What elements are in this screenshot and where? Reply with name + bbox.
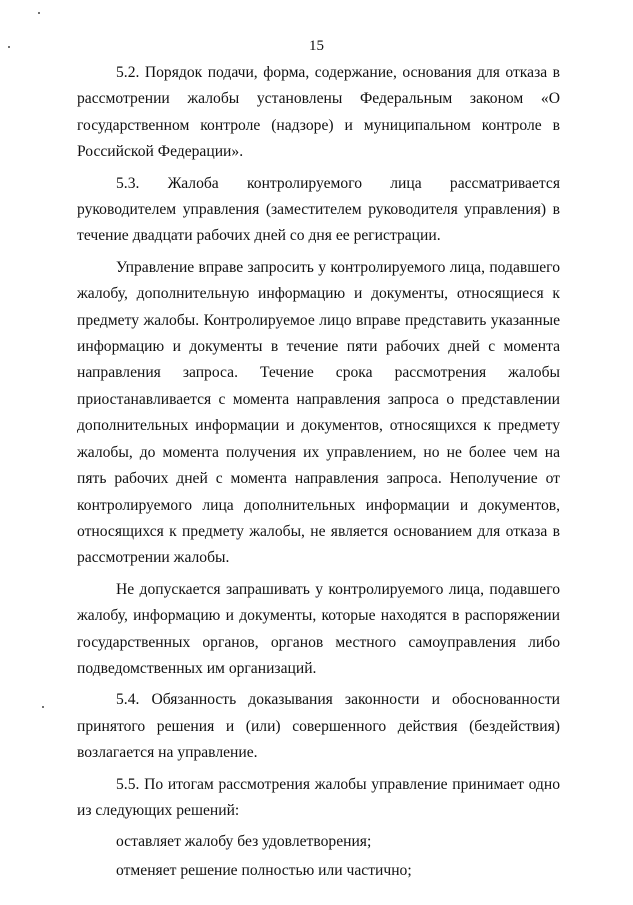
page-number: 15: [309, 38, 324, 54]
scan-speck: [38, 12, 40, 14]
decision-item-1: оставляет жалобу без удовлетворения;: [116, 833, 372, 851]
paragraph-5-5: 5.5. По итогам рассмотрения жалобы управление принимает одно из следующих решений:: [77, 775, 560, 819]
paragraph-5-3: 5.3. Жалоба контролируемого лица рассматривается руководителем управления (заместителем руководителя управления) в течение двадцати рабочих дней со дня ее регистрации.: [77, 174, 560, 245]
paragraph-request-info: Управление вправе запросить у контролируемого лица, подавшего жалобу, дополнительную информацию и документы, относящиеся к предмету жалобы. Контролируемое лицо вправе представить указанные информацию и документы в течение пяти рабочих дней с момента направления запроса. Течение срока рассмотрения жалобы приостанавливается с момента направления запроса о представлении дополнительных информации и документов, относящихся к предмету жалобы, до момента получения их управлением, но не более чем на пять рабочих дней с момента направления запроса. Неполучение от контролируемого лица дополнительных информации и документов, относящихся к предмету жалобы, не является основанием для отказа в рассмотрении жалобы.: [77, 258, 560, 567]
document-body: [77, 60, 560, 886]
paragraph-not-allowed: Не допускается запрашивать у контролируемого лица, подавшего жалобу, информацию и документы, которые находятся в распоряжении государственных органов, органов местного самоуправления либо подведомственных им организаций.: [77, 580, 560, 677]
decision-item-2: отменяет решение полностью или частично;: [116, 861, 412, 879]
scan-speck: [42, 706, 44, 708]
paragraph-5-4: 5.4. Обязанность доказывания законности и обоснованности принятого решения и (или) совершенного действия (бездействия) возлагается на управление.: [77, 691, 560, 762]
paragraph-5-2: 5.2. Порядок подачи, форма, содержание, основания для отказа в рассмотрении жалобы установлены Федеральным законом «О государственном контроле (надзоре) и муниципальном контроле в Российской Федерации».: [77, 64, 560, 161]
